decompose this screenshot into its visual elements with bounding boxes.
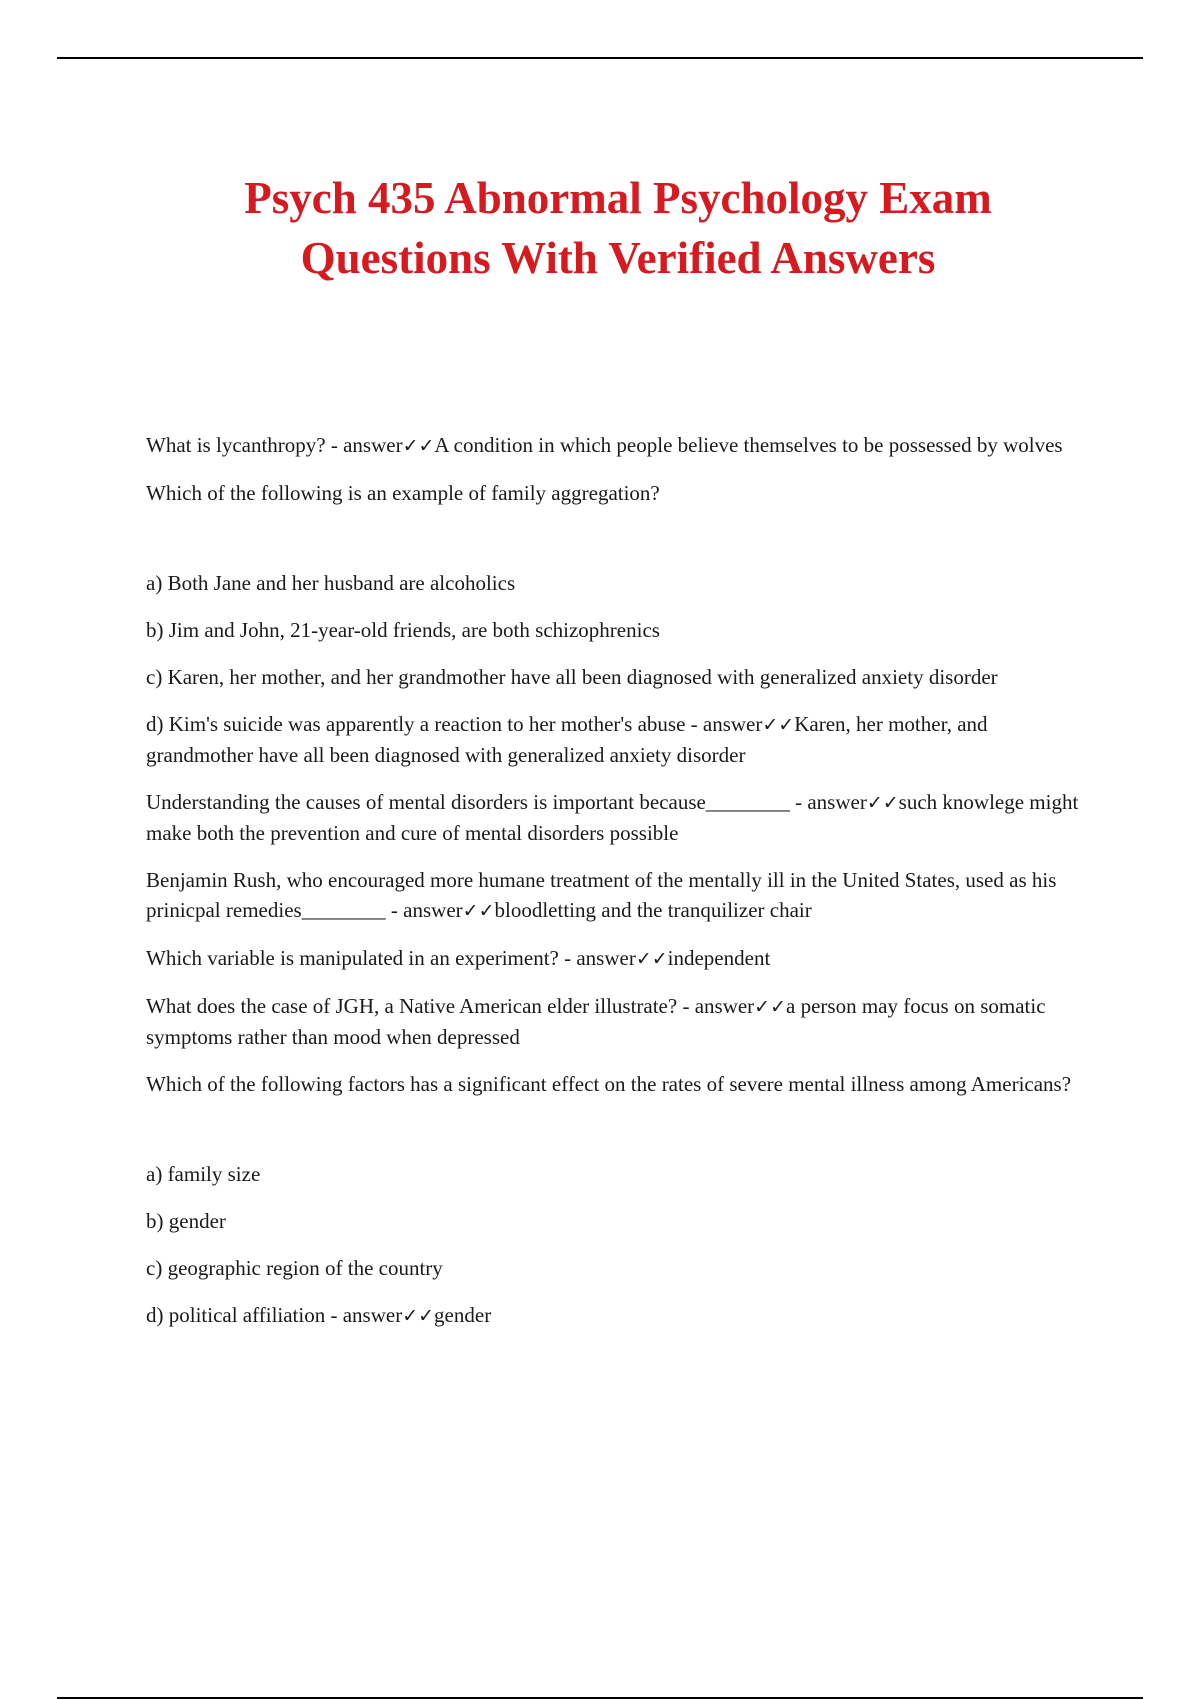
check-mark-icon: ✓✓ bbox=[762, 714, 795, 736]
option-c bbox=[146, 1253, 1091, 1283]
qa-list bbox=[146, 430, 1091, 1348]
answer-text: Karen, her mother, and grandmother have all been diagnosed with generalized anxiety disorder bbox=[146, 712, 988, 767]
check-mark-icon: ✓✓ bbox=[866, 792, 899, 814]
option-b bbox=[146, 615, 1091, 645]
bottom-rule bbox=[57, 1697, 1143, 1699]
question-text: Which of the following is an example of family aggregation? bbox=[146, 481, 660, 505]
option-text: a) Both Jane and her husband are alcoholics bbox=[146, 571, 516, 595]
option-text: b) gender bbox=[146, 1209, 226, 1233]
option-b bbox=[146, 1206, 1091, 1236]
answer-text: gender bbox=[434, 1303, 492, 1327]
option-d-with-answer bbox=[146, 1300, 1091, 1331]
option-c bbox=[146, 662, 1091, 692]
option-text: d) Kim's suicide was apparently a reaction to her mother's abuse - answer bbox=[146, 712, 763, 736]
answer-text: a person may focus on somatic symptoms rather than mood when depressed bbox=[146, 994, 1046, 1049]
option-text: d) political affiliation - answer bbox=[146, 1303, 403, 1327]
check-mark-icon: ✓✓ bbox=[754, 996, 787, 1018]
title-line-2: Questions With Verified Answers bbox=[300, 233, 936, 283]
question-text: Benjamin Rush, who encouraged more humane treatment of the mentally ill in the United States, used as his prinicpal remedies________ - answer bbox=[146, 868, 1057, 922]
option-text: b) Jim and John, 21-year-old friends, are both schizophrenics bbox=[146, 618, 660, 642]
qa-item-family-aggregation bbox=[146, 478, 1091, 508]
option-a bbox=[146, 568, 1091, 598]
top-rule bbox=[57, 57, 1143, 59]
title-line-1: Psych 435 Abnormal Psychology Exam bbox=[244, 173, 992, 223]
option-text: c) Karen, her mother, and her grandmother have all been diagnosed with generalized anxiety disorder bbox=[146, 665, 998, 689]
qa-item-lycanthropy bbox=[146, 430, 1091, 461]
check-mark-icon: ✓✓ bbox=[635, 948, 668, 970]
answer-text: bloodletting and the tranquilizer chair bbox=[494, 898, 812, 922]
document-title bbox=[0, 168, 1200, 288]
check-mark-icon: ✓✓ bbox=[462, 900, 495, 922]
answer-text: such knowlege might make both the prevention and cure of mental disorders possible bbox=[146, 790, 1079, 845]
question-text: Which of the following factors has a significant effect on the rates of severe mental illness among Americans? bbox=[146, 1072, 1072, 1096]
qa-item-variable bbox=[146, 943, 1091, 974]
option-text: c) geographic region of the country bbox=[146, 1256, 443, 1280]
qa-item-jgh bbox=[146, 991, 1091, 1052]
answer-text: A condition in which people believe themselves to be possessed by wolves bbox=[434, 433, 1063, 457]
option-d-with-answer bbox=[146, 709, 1091, 770]
check-mark-icon: ✓✓ bbox=[402, 1305, 435, 1327]
check-mark-icon: ✓✓ bbox=[402, 435, 435, 457]
question-text: What does the case of JGH, a Native American elder illustrate? - answer bbox=[146, 994, 755, 1018]
qa-item-severe-illness bbox=[146, 1069, 1091, 1099]
question-text: Understanding the causes of mental disorders is important because________ - answer bbox=[146, 790, 867, 814]
question-text: What is lycanthropy? - answer bbox=[146, 433, 403, 457]
answer-text: independent bbox=[667, 946, 771, 970]
question-text: Which variable is manipulated in an experiment? - answer bbox=[146, 946, 636, 970]
qa-item-benjamin-rush bbox=[146, 865, 1091, 926]
qa-item-causes bbox=[146, 787, 1091, 848]
option-a bbox=[146, 1159, 1091, 1189]
option-text: a) family size bbox=[146, 1162, 261, 1186]
